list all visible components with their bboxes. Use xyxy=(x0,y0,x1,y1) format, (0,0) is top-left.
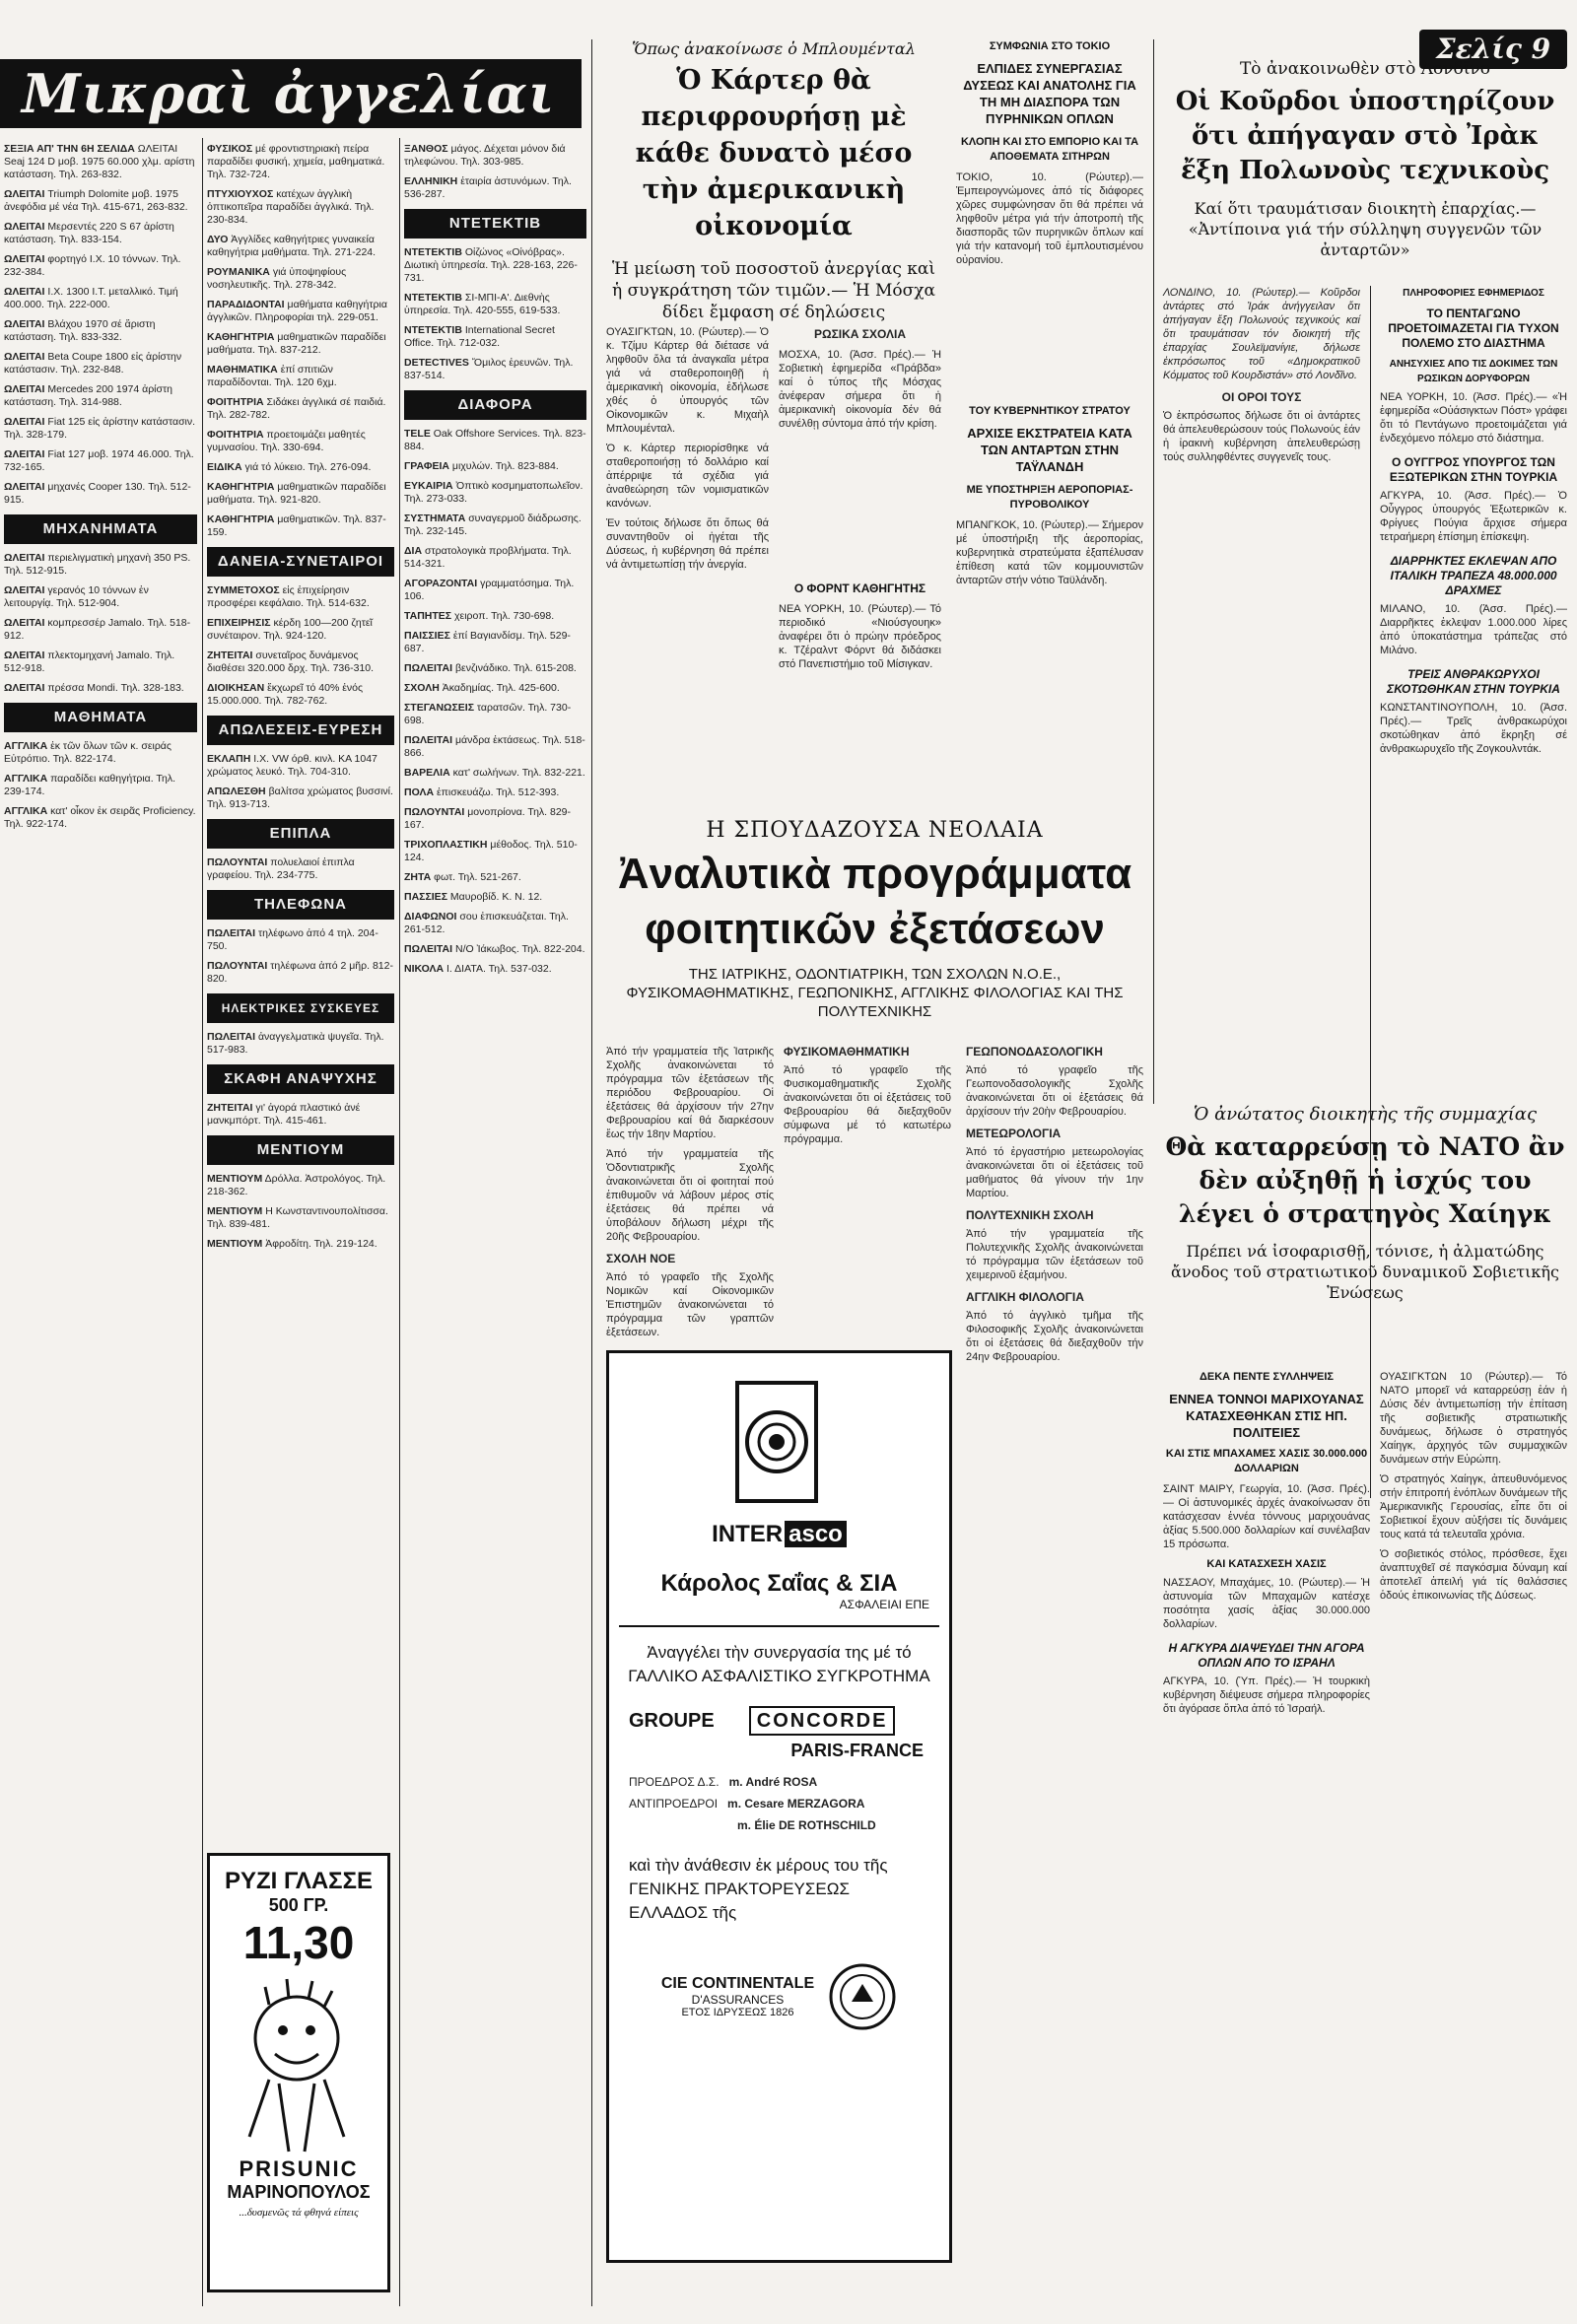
classified-ad: ΩΛΕΙΤΑΙ πρέσσα Mondi. Τηλ. 328-183. xyxy=(4,682,184,694)
carter-headline: Ὁ Κάρτερ θὰ περιφρουρήσῃ μὲ κάθε δυνατὸ μέσο τὴν ἀμερικανικὴ οἰκονομία xyxy=(635,65,913,241)
classified-ad: ΠΑΙΣΣΙΕΣ ἐπί Βαγιανδίσμ. Τηλ. 529-687. xyxy=(404,630,571,654)
classified-ad: ΩΛΕΙΤΑΙ Μερσεντές 220 S 67 ἀρίστη κατάσταση. Τηλ. 833-154. xyxy=(4,221,174,245)
classified-ad: ΠΤΥΧΙΟΥΧΟΣ κατέχων ἀγγλικὴ ὀπτικοπεῖρα παραδίδει ἀγγλικά. Τηλ. 230-834. xyxy=(207,188,375,226)
classified-ad: ΣΕΞΙΑ ΑΠ' ΤΗΝ 6Η ΣΕΛΙΔΑ ΩΛΕΙΤΑΙ Seaj 124 D μοβ. 1975 60.000 χλμ. αρίστη κατάσταση. Τηλ. 263-832. xyxy=(4,143,195,180)
thailand-article: ΤΟΥ ΚΥΒΕΡΝΗΤΙΚΟΥ ΣΤΡΑΤΟΥ ΑΡΧΙΣΕ ΕΚΣΤΡΑΤΕΙΑ ΚΑΤΑ ΤΩΝ ΑΝΤΑΡΤΩΝ ΣΤΗΝ ΤΑΫΛΑΝΔΗ ΜΕ ΥΠΟΣΤΗΡΙΞΗ ΑΕΡΟΠΟΡΙΑΣ-ΠΥΡΟΒΟΛΙΚΟΥ ΜΠΑΝΓΚΟΚ, 10. (Ρώυτερ).— Σήμερον μέ ὑποστήριξη τῆς ἀεροπορίας, κυβερνητικὰ στρατεύματα ἐξαπέλυσαν ἐπίθεση κατά τῶν κομμουνιστῶν ἀνταρτῶν στήν νότιο Ταϋλάνδη. xyxy=(956,405,1143,586)
classified-ad: ΤΑΠΗΤΕΣ χειροπ. Τηλ. 730-698. xyxy=(404,610,555,622)
section-banner-lost-found: ΑΠΩΛΕΣΕΙΣ-ΕΥΡΕΣΗ xyxy=(207,716,394,745)
classified-ad: ΝΤΕΤΕΚΤΙΒ International Secret Office. Τηλ. 712-032. xyxy=(404,324,555,349)
classified-ad: ΝΤΕΤΕΚΤΙΒ Οἰζώνος «Οἰνόβρας». Διωτικὴ ὑπηρεσία. Τηλ. 228-163, 226-731. xyxy=(404,246,578,284)
classified-ad: ΑΓΓΛΙΚΑ παραδίδει καθηγήτρια. Τηλ. 239-174. xyxy=(4,773,176,797)
page-number-label: Σελίς 9 xyxy=(1419,30,1567,69)
interasco-company-sub: ΑΣΦΑΛΕΙΑΙ ΕΠΕ xyxy=(839,1598,929,1611)
classified-ad: ΖΗΤΕΙΤΑΙ συνεταῖρος δυνάμενος διαθέσει 320.000 δρχ. Τηλ. 736-310. xyxy=(207,649,375,674)
classifieds-column-3 xyxy=(404,143,586,983)
section-banner-boats: ΣΚΑΦΗ ΑΝΑΨΥΧΗΣ xyxy=(207,1064,394,1094)
interasco-advertisement: INTER asco Κάρολος Σαΐας & ΣΙΑ ΑΣΦΑΛΕΙΑΙ ΕΠΕ Ἀναγγέλει τὴν συνεργασία της μέ τό ΓΑΛΛΙΚΟ ΑΣΦΑΛΙΣΤΙΚΟ ΣΥΓΚΡΟΤΗΜΑ GROUPE CONCORDE PARIS-FRANCE ΠΡΟΕΔΡΟΣ Δ.Σ. m. André ROSA ΑΝΤΙΠΡΟΕΔΡΟΙ m. Cesare MERZAGORA m. Élie DE ROTHSCHILD καὶ τὴν ἀνάθεσιν ἐκ μέρους του τῆς ΓΕΝΙΚΗΣ ΠΡΑΚΤΟΡΕΥΣΕΩΣ ΕΛΛΑΔΟΣ τῆς CIE CONTINENTALE D'ASSURANCES ΕΤΟΣ ΙΔΡΥΣΕΩΣ 1826 xyxy=(606,1350,952,2263)
rice-ad-brand: PRISUNIC xyxy=(239,2156,359,2181)
classifieds-masthead xyxy=(0,59,582,128)
carter-article xyxy=(606,39,941,323)
classified-ad: ΔΙΑΦΩΝΟΙ σου ἐπισκευάζεται. Τηλ. 261-512. xyxy=(404,911,569,935)
students-kicker: Η ΣΠΟΥΔΑΖΟΥΣΑ ΝΕΟΛΑΙΑ xyxy=(706,818,1044,843)
classified-ad: ΩΛΕΙΤΑΙ Mercedes 200 1974 ἀρίστη κατάσταση. Τηλ. 314-988. xyxy=(4,383,172,408)
classified-ad: ΔΙΑ στρατολογικὰ προβλήματα. Τηλ. 514-321. xyxy=(404,545,572,570)
kurds-headline: Οἱ Κοῦρδοι ὑποστηρίζουν ὅτι ἀπήγαγαν στὸ Ἰρὰκ ἔξη Πολωνοὺς τεχνικοὺς xyxy=(1175,87,1555,185)
rice-ad-tagline: ...δυσμενῶς τά φθηνά είπεις xyxy=(239,2207,359,2219)
classified-ad: ΕΠΙΧΕΙΡΗΣΙΣ κέρδη 100—200 ζητεῖ συνέταιρον. Τηλ. 924-120. xyxy=(207,617,373,642)
classified-ad: ΜΕΝΤΙΟΥΜ Η Κωνσταντινουπολίτισσα. Τηλ. 839-481. xyxy=(207,1205,388,1230)
tokyo-kicker: ΣΥΜΦΩΝΙΑ ΣΤΟ ΤΟΚΙΟ xyxy=(989,40,1111,52)
rice-advertisement xyxy=(207,1853,390,2292)
classified-ad: ΩΛΕΙΤΑΙ φορτηγό I.X. 10 τόννων. Τηλ. 232-384. xyxy=(4,253,181,278)
section-banner-lessons: ΜΑΘΗΜΑΤΑ xyxy=(4,703,197,732)
classified-ad: ΩΛΕΙΤΑΙ πλεκτομηχανή Jamalo. Τηλ. 512-918. xyxy=(4,649,175,674)
classified-ad: ΠΩΛΟΥΝΤΑΙ πολυελαιοί ἐπιπλα γραφείου. Τηλ. 234-775. xyxy=(207,856,355,881)
classified-ad: ΩΛΕΙΤΑΙ Ι.Χ. 1300 Ι.Τ. μεταλλικό. Τιμή 400.000. Τηλ. 222-000. xyxy=(4,286,178,310)
kurds-article xyxy=(1163,59,1567,260)
classified-ad: ΦΟΙΤΗΤΡΙΑ Σιδάκει ἀγγλικά σέ παιδιά. Τηλ. 282-782. xyxy=(207,396,386,421)
students-article xyxy=(606,818,1143,1021)
kurds-subhead: Καί ὅτι τραυμάτισαν διοικητὴ ἐπαρχίας.— «Ἀντίποινα γιά τήν σύλληψη συγγενῶν τῶν ἀνταρτῶν» xyxy=(1188,199,1543,259)
classified-ad: ΡΟΥΜΑΝΙΚΑ γιά ὑποψηφίους νοσηλευτικῆς. Τηλ. 278-342. xyxy=(207,266,347,291)
students-body-1: Ἀπό τήν γραμματεία τῆς Ἰατρικῆς Σχολῆς ἀνακοινώνεται τό πρόγραμμα τῶν ἐξετάσεων τῆς περιόδου Φεβρουαρίου. Οἱ ἐξετάσεις θά ἀρχίσουν τήν 27ην Φεβρουαρίου καί θά διαρκέσουν ἕως τήν 18ην Μαρτίου. Ἀπό τήν γραμματεία τῆς Ὀδοντιατρικῆς Σχολῆς ἀνακοινώνεται ὅτι οἱ φοιτηταί πού ἐπιθυμοῦν νά λάβουν μέρος στίς ἐξετάσεις θά πρέπει νά ὑποβάλουν δήλωση μέχρι τῆς 20ῆς Φεβρουαρίου. ΣΧΟΛΗ ΝΟΕ Ἀπό τό γραφεῖο τῆς Σχολῆς Νομικῶν καί Οἰκονομικῶν Ἐπιστημῶν ἀνακοινώνεται τό πρόγραμμα τῶν γραπτῶν ἐξετάσεων. xyxy=(606,1046,774,1338)
section-banner-furniture: ΕΠΙΠΛΑ xyxy=(207,819,394,849)
classified-ad: ΕΛΛΗΝΙΚΗ ἑταιρία ἀστυνόμων. Τηλ. 536-287. xyxy=(404,175,572,200)
classified-ad: ΣΥΜΜΕΤΟΧΟΣ εἰς ἐπιχείρησιν προσφέρει κεφάλαιο. Τηλ. 514-632. xyxy=(207,584,370,609)
classified-ad: ΠΟΛΑ ἐπισκευάζω. Τηλ. 512-393. xyxy=(404,786,560,798)
classified-ad: ΩΛΕΙΤΑΙ Fiat 125 εἰς ἀρίστην κατάστασιν. Τηλ. 328-179. xyxy=(4,416,196,441)
classified-ad: ΒΑΡΕΛΙΑ κατ' σωλήνων. Τηλ. 832-221. xyxy=(404,767,585,779)
section-banner-medium: ΜΕΝΤΙΟΥΜ xyxy=(207,1135,394,1165)
classified-ad: ΩΛΕΙΤΑΙ μηχανές Cooper 130. Τηλ. 512-915. xyxy=(4,481,191,506)
continentale-seal-icon xyxy=(828,1962,897,2031)
students-headline: Ἀναλυτικὰ προγράμματα φοιτητικῶν ἐξετάσεων xyxy=(617,850,1132,953)
classified-ad: ΜΕΝΤΙΟΥΜ Δρόλλα. Ἀστρολόγος. Τηλ. 218-362. xyxy=(207,1173,386,1197)
section-banner-misc: ΔΙΑΦΟΡΑ xyxy=(404,390,586,420)
carter-body-2: ΡΩΣΙΚΑ ΣΧΟΛΙΑ ΜΟΣΧΑ, 10. (Ἀσσ. Πρές).— Ἡ Σοβιετικὴ ἐφημερίδα «Πράβδα» καί ὁ τύπος τῆς Μόσχας ἀνέφεραν σήμερα ὅτι ἡ ἀμερικανικὴ οἰκονομία δέν θά συνέλθῃ σύντομα ἀπό τήν κρίση. xyxy=(779,327,941,430)
kurds-kicker: Τὸ ἀνακοινωθὲν στὸ Λονδῖνο xyxy=(1239,59,1491,79)
nato-subhead: Πρέπει νά ἰσοφαρισθῇ, τόνισε, ἡ ἀλματώδης ἄνοδος τοῦ στρατιωτικοῦ δυναμικοῦ Σοβιετικῆς Ἑνώσεως xyxy=(1171,1242,1559,1302)
classified-ad: ΠΑΣΣΙΕΣ Μαυροβίδ. Κ. Ν. 12. xyxy=(404,891,543,903)
classified-ad: ΩΛΕΙΤΑΙ Fiat 127 μοβ. 1974 46.000. Τηλ. 732-165. xyxy=(4,448,194,473)
classified-ad: ΖΗΤΕΙΤΑΙ γι' ἀγορά πλαστικό ἀνέ μανκμπόρτ. Τηλ. 415-461. xyxy=(207,1102,361,1127)
classified-ad: ΠΩΛΕΙΤΑΙ μάνδρα ἐκτάσεως. Τηλ. 518-866. xyxy=(404,734,585,759)
classified-ad: ΠΩΛΕΙΤΑΙ Ν/Ο Ἰάκωβος. Τηλ. 822-204. xyxy=(404,943,585,955)
classifieds-column-2 xyxy=(207,143,394,1258)
classified-ad: ΠΩΛΕΙΤΑΙ βενζινάδικο. Τηλ. 615-208. xyxy=(404,662,577,674)
students-body-2: ΦΥΣΙΚΟΜΑΘΗΜΑΤΙΚΗ Ἀπό τό γραφεῖο τῆς Φυσικομαθηματικῆς Σχολῆς ἀνακοινώνεται ὅτι οἱ ἐξετάσεις τοῦ Φεβρουαρίου θά διεξαχθοῦν σύμφωνα μέ τό κατωτέρω πρόγραμμα. xyxy=(784,1045,951,1145)
side-news: ΠΛΗΡΟΦΟΡΙΕΣ ΕΦΗΜΕΡΙΔΟΣ ΤΟ ΠΕΝΤΑΓΩΝΟ ΠΡΟΕΤΟΙΜΑΖΕΤΑΙ ΓΙΑ ΤΥΧΟΝ ΠΟΛΕΜΟ ΣΤΟ ΔΙΑΣΤΗΜΑ ΑΝΗΣΥΧΙΕΣ ΑΠΟ ΤΙΣ ΔΟΚΙΜΕΣ ΤΩΝ ΡΩΣΙΚΩΝ ΔΟΡΥΦΟΡΩΝ ΝΕΑ ΥΟΡΚΗ, 10. (Ἀσσ. Πρές).— «Ἡ ἐφημερίδα «Οὐάσιγκτων Πόστ» γράφει ὅτι τό Πεντάγωνο προετοιμάζεται γιά ἐνδεχόμενο πόλεμο στό διάστημα. Ο ΟΥΓΓΡΟΣ ΥΠΟΥΡΓΟΣ ΤΩΝ ΕΞΩΤΕΡΙΚΩΝ ΣΤΗΝ ΤΟΥΡΚΙΑ ΑΓΚΥΡΑ, 10. (Ἀσσ. Πρές).— Ὁ Οὖγγρος ὑπουργός Ἐξωτερικῶν κ. Φρίγυες Πούγια ἄρχισε σήμερα τετραήμερη ἐπίσημη ἐπίσκεψη. ΔΙΑΡΡΗΚΤΕΣ ΕΚΛΕΨΑΝ ΑΠΟ ΙΤΑΛΙΚΗ ΤΡΑΠΕΖΑ 48.000.000 ΔΡΑΧΜΕΣ ΜΙΛΑΝΟ, 10. (Ἀσσ. Πρές).— Διαρρῆκτες ἐκλεψαν 1.000.000 λίρες ἀπό ὑποκατάστημα τράπεζας στό Μιλάνο. ΤΡΕΙΣ ΑΝΘΡΑΚΩΡΥΧΟΙ ΣΚΟΤΩΘΗΚΑΝ ΣΤΗΝ ΤΟΥΡΚΙΑ ΚΩΝΣΤΑΝΤΙΝΟΥΠΟΛΗ, 10. (Ἀσσ. Πρές).— Τρεῖς ἀνθρακωρύχοι σκοτώθηκαν ἀπό ἔκρηξη σέ ἀνθρακωρυχεῖο τῆς Ζογκουλντάκ. xyxy=(1380,288,1567,755)
classified-ad: ΠΩΛΟΥΝΤΑΙ μονοπρίονα. Τηλ. 829-167. xyxy=(404,806,572,831)
tokyo-subhead: ΚΛΟΠΗ ΚΑΙ ΣΤΟ ΕΜΠΟΡΙΟ ΚΑΙ ΤΑ ΑΠΟΘΕΜΑΤΑ ΣΙΤΗΡΩΝ xyxy=(960,136,1139,163)
classified-ad: ΩΛΕΙΤΑΙ γερανός 10 τόννων ἐν λειτουργίᾳ. Τηλ. 512-904. xyxy=(4,584,149,609)
classified-ad: ΚΑΘΗΓΗΤΡΙΑ μαθηματικῶν. Τηλ. 837-159. xyxy=(207,513,386,538)
section-banner-phones: ΤΗΛΕΦΩΝΑ xyxy=(207,890,394,920)
interasco-announce: Ἀναγγέλει τὴν συνεργασία της μέ τό ΓΑΛΛΙΚΟ ΑΣΦΑΛΙΣΤΙΚΟ ΣΥΓΚΡΟΤΗΜΑ xyxy=(628,1643,930,1685)
classified-ad: ΩΛΕΙΤΑΙ περιελιγματικὴ μηχανὴ 350 PS. Τηλ. 512-915. xyxy=(4,552,191,577)
classified-ad: ΠΑΡΑΔΙΔΟΝΤΑΙ μαθήματα καθηγήτρια ἀγγλικῶν. Πληροφορίαι τηλ. 229-051. xyxy=(207,299,387,323)
interasco-logo-text: INTER asco xyxy=(609,1521,949,1548)
classified-ad: ΦΥΣΙΚΟΣ μέ φροντιστηριακὴ πείρα παραδίδει φυσική, χημεία, μαθηματικά. Τηλ. 732-724. xyxy=(207,143,385,180)
classified-ad: ΠΩΛΟΥΝΤΑΙ τηλέφωνα ἀπό 2 μῆρ. 812-820. xyxy=(207,960,393,985)
classified-ad: ΖΗΤΑ φωτ. Τηλ. 521-267. xyxy=(404,871,521,883)
classified-ad: ΠΩΛΕΙΤΑΙ ἀναγγελματικὰ ψυγεῖα. Τηλ. 517-983. xyxy=(207,1031,384,1056)
classified-ad: DETECTIVES Ὅμιλος ἐρευνῶν. Τηλ. 837-514. xyxy=(404,357,574,381)
classified-ad: ΩΛΕΙΤΑΙ Βλάχου 1970 σέ ἄριστη κατάσταση. Τηλ. 833-332. xyxy=(4,318,156,343)
classified-ad: ΓΡΑΦΕΙΑ μιχυλών. Τηλ. 823-884. xyxy=(404,460,559,472)
tokyo-article: ΣΥΜΦΩΝΙΑ ΣΤΟ ΤΟΚΙΟ ΕΛΠΙΔΕΣ ΣΥΝΕΡΓΑΣΙΑΣ ΔΥΣΕΩΣ ΚΑΙ ΑΝΑΤΟΛΗΣ ΓΙΑ ΤΗ ΜΗ ΔΙΑΣΠΟΡΑ ΤΩΝ ΠΥΡΗΝΙΚΩΝ ΟΠΛΩΝ ΚΛΟΠΗ ΚΑΙ ΣΤΟ ΕΜΠΟΡΙΟ ΚΑΙ ΤΑ ΑΠΟΘΕΜΑΤΑ ΣΙΤΗΡΩΝ ΤΟΚΙΟ, 10. (Ρώυτερ).— Ἐμπειρογνώμονες ἀπό τίς διάφορες χῶρες συμφώνησαν ὅτι θά πρέπει νά ληφθοῦν μέτρα γιά τήν ἀποτροπὴ τῆς διασπορᾶς τῶν πυρηνικῶν ὅπλων καί γιά τήν κατανομή τοῦ ἐμπλουτισμένου οὐρανίου. xyxy=(956,40,1143,266)
classified-ad: ΑΓΓΛΙΚΑ κατ' οἶκον ἐκ σειρᾶς Proficiency. Τηλ. 922-174. xyxy=(4,805,196,830)
classified-ad: ΣΤΕΓΑΝΩΣΕΙΣ ταρατσῶν. Τηλ. 730-698. xyxy=(404,702,572,726)
classified-ad: ΑΓΓΛΙΚΑ ἐκ τῶν ὅλων τῶν κ. σειράς Εὐτρόπιο. Τηλ. 822-174. xyxy=(4,740,171,765)
carter-subhead: Ἡ μείωση τοῦ ποσοστοῦ ἀνεργίας καὶ ἡ συγκράτηση τῶν τιμῶν.— Ἡ Μόσχα δίδει ἔμφαση σέ δηλώσεις xyxy=(611,259,936,322)
classified-ad: ΕΙΔΙΚΑ γιά τό λύκειο. Τηλ. 276-094. xyxy=(207,461,372,473)
section-banner-detective: ΝΤΕΤΕΚΤΙΒ xyxy=(404,209,586,239)
drugs-article: ΔΕΚΑ ΠΕΝΤΕ ΣΥΛΛΗΨΕΙΣ ΕΝΝΕΑ ΤΟΝΝΟΙ ΜΑΡΙΧΟΥΑΝΑΣ ΚΑΤΑΣΧΕΘΗΚΑΝ ΣΤΙΣ ΗΠ. ΠΟΛΙΤΕΙΕΣ ΚΑΙ ΣΤΙΣ ΜΠΑΧΑΜΕΣ ΧΑΣΙΣ 30.000.000 ΔΟΛΛΑΡΙΩΝ ΣΑΙΝΤ ΜΑΙΡΥ, Γεωργία, 10. (Ἀσσ. Πρές).— Οἱ ἀστυνομικές ἀρχές ἀνακοίνωσαν ὅτι κατάσχεσαν ἐννέα τόννους μαριχουάνας ἀξίας 5.500.000 δολλαρίων καί συνέλαβαν 15 πρόσωπα. ΚΑΙ ΚΑΤΑΣΧΕΣΗ ΧΑΣΙΣ ΝΑΣΣΑΟΥ, Μπαχάμες, 10. (Ρώυτερ).— Ἡ ἀστυνομία τῶν Μπαχαμῶν κατέσχε ποσότητα χασίς ἀξίας 30.000.000 δολλαρίων. Η ΑΓΚΥΡΑ ΔΙΑΨΕΥΔΕΙ ΤΗΝ ΑΓΟΡΑ ΟΠΛΩΝ ΑΠΟ ΤΟ ΙΣΡΑΗΛ ΑΓΚΥΡΑ, 10. (Ὑπ. Πρές).— Ἡ τουρκικὴ κυβέρνηση διέψευσε σήμερα πληροφορίες ὅτι ἀγόρασε ὅπλα ἀπό τό Ἰσραήλ. xyxy=(1163,1371,1370,1715)
rice-ad-brand-greek: ΜΑΡΙΝΟΠΟΥΛΟΣ xyxy=(227,2182,371,2202)
section-banner-machinery: ΜΗΧΑΝΗΜΑΤΑ xyxy=(4,514,197,544)
interasco-company: Κάρολος Σαΐας & ΣΙΑ xyxy=(660,1570,898,1597)
classified-ad: ΔΥΟ Ἀγγλίδες καθηγήτριες γυναικεία καθηγήτρια μαθήματα. Τηλ. 271-224. xyxy=(207,234,377,258)
classified-ad: TELE Oak Offshore Services. Τηλ. 823-884. xyxy=(404,428,586,452)
classified-ad: ΣΧΟΛΗ Ἀκαδημίας. Τηλ. 425-600. xyxy=(404,682,560,694)
nato-article xyxy=(1163,1104,1567,1303)
classified-ad: ΜΕΝΤΙΟΥΜ Ἀφροδίτη. Τηλ. 219-124. xyxy=(207,1238,377,1250)
rice-ad-price: 11,30 xyxy=(242,1917,355,1968)
classified-ad: ΩΛΕΙΤΑΙ Beta Coupe 1800 εἰς ἀρίστην κατάστασιν. Τηλ. 232-848. xyxy=(4,351,182,376)
classified-ad: ΚΑΘΗΓΗΤΡΙΑ μαθηματικῶν παραδίδει μαθήματα. Τηλ. 921-820. xyxy=(207,481,386,506)
classified-ad: ΕΚΛΑΠΗ I.X. VW όρθ. κινλ. ΚΑ 1047 χρώματος λευκό. Τηλ. 704-310. xyxy=(207,753,377,778)
nato-headline: Θὰ καταρρεύσῃ τὸ ΝΑΤΟ ἂν δὲν αὐξηθῇ ἡ ἰσχύς του λέγει ὁ στρατηγὸς Χαίηγκ xyxy=(1165,1132,1565,1228)
classified-ad: ΩΛΕΙΤΑΙ κομπρεσσέρ Jamalo. Τηλ. 518-912. xyxy=(4,617,191,642)
classified-ad: ΣΥΣΤΗΜΑΤΑ συναγερμοῦ διάδρωσης. Τηλ. 232-145. xyxy=(404,513,582,537)
nato-body: ΟΥΑΣΙΓΚΤΩΝ 10 (Ρώυτερ).— Τό ΝΑΤΟ μπορεῖ νά καταρρεύσῃ ἐάν ἡ Δύσις δέν ἀντιμετωπίσῃ τήν ἐπίταση τῆς σοβιετικῆς στρατιωτικῆς δυνάμεως, δήλωσε ὁ στρατηγός Χαίηγκ, ἀρχηγός τῶν συμμαχικῶν δυνάμεων στήν Εὐρώπη. Ὁ στρατηγός Χαίηγκ, ἀπευθυνόμενος στήν ἐπιτροπή ἐνόπλων δυνάμεων τῆς Ἀμερικανικῆς Γερουσίας, εἶπε ὅτι οἱ Σοβιετικοί ἔχουν αὐξήσει τίς δυνάμεις τους κατά τά τελευταῖα χρόνια. Ὁ σοβιετικός στόλος, πρόσθεσε, ἔχει ἀναπτυχθεῖ σέ παγκόσμια δύναμη καί ἀποτελεῖ ἀπειλή γιά τίς θαλάσσιες ὁδούς ἐπικοινωνίας τῆς Δύσεως. xyxy=(1380,1371,1567,1602)
classified-ad: ΠΩΛΕΙΤΑΙ τηλέφωνο ἀπό 4 τηλ. 204-750. xyxy=(207,927,378,952)
classified-ad: ΝΙΚΟΛΑ Ι. ΔΙΑΤΑ. Τηλ. 537-032. xyxy=(404,963,552,975)
classifieds-title: Μικραὶ ἀγγελίαι xyxy=(22,62,556,125)
section-banner-loans: ΔΑΝΕΙΑ-ΣΥΝΕΤΑΙΡΟΙ xyxy=(207,547,394,577)
classified-ad: ΔΙΟΙΚΗΣΑΝ ἔκχωρεῖ τό 40% ἐνός 15.000.000. Τηλ. 782-762. xyxy=(207,682,364,707)
classified-ad: ΦΟΙΤΗΤΡΙΑ προετοιμάζει μαθητές γυμνασίου. Τηλ. 330-694. xyxy=(207,429,366,453)
kurds-body: ΛΟΝΔΙΝΟ, 10. (Ρώυτερ).— Κοῦρδοι ἀντάρτες στό Ἰράκ ἀνήγγειλαν ὅτι ἀπήγαγαν ἔξη Πολωνούς τεχνικούς καί ὅτι τραυμάτισαν τόν διοικητή τῆς ἐπαρχίας Σουλεϊμανίγιε, δήλωσε ἐκπρόσωπος τοῦ «Δημοκρατικοῦ Κόμματος τοῦ Κουρδιστάν» στό Λονδῖνο. ΟΙ ΟΡΟΙ ΤΟΥΣ Ὁ ἐκπρόσωπος δήλωσε ὅτι οἱ ἀντάρτες θά ἀπελευθερώσουν τούς Πολωνούς ἐάν ἡ ἰρακινὴ κυβέρνηση ἀπελευθερώσῃ τούς συλληφθέντες συγγενεῖς τους. xyxy=(1163,287,1360,463)
classified-ad: ΝΤΕΤΕΚΤΙΒ ΣΙ-ΜΠΙ-Α'. Διεθνὴς ὑπηρεσία. Τηλ. 420-555, 619-533. xyxy=(404,292,561,316)
students-body-3: ΓΕΩΠΟΝΟΔΑΣΟΛΟΓΙΚΗ Ἀπό τό γραφεῖο τῆς Γεωπονοδασολογικῆς Σχολῆς ἀνακοινώνεται ὅτι οἱ ἐξετάσεις θά ἀρχίσουν τήν 20ὴν Φεβρουαρίου. ΜΕΤΕΩΡΟΛΟΓΙΑ Ἀπό τό ἐργαστήριο μετεωρολογίας ἀνακοινώνεται ὅτι οἱ ἐξετάσεις τοῦ μαθήματος θά γίνουν τήν 1ην Μαρτίου. ΠΟΛΥΤΕΧΝΙΚΗ ΣΧΟΛΗ Ἀπό τήν γραμματεία τῆς Πολυτεχνικῆς Σχολῆς ἀνακοινώνεται τό πρόγραμμα τῶν ἐξετάσεων τοῦ χειμερινοῦ ἑξαμήνου. ΑΓΓΛΙΚΗ ΦΙΛΟΛΟΓΙΑ Ἀπό τό ἀγγλικὸ τμῆμα τῆς Φιλοσοφικῆς Σχολῆς ἀνακοινώνεται ὅτι οἱ ἐξετάσεις θά διεξαχθοῦν τήν 24ην Φεβρουαρίου. xyxy=(966,1045,1143,1363)
mascot-illustration xyxy=(210,1969,383,2156)
classified-ad: ΑΠΩΛΕΣΘΗ βαλίτσα χρώματος βυσσινί. Τηλ. 913-713. xyxy=(207,786,393,810)
classified-ad: ΑΓΟΡΑΖΟΝΤΑΙ γραμματόσημα. Τηλ. 106. xyxy=(404,578,575,602)
rice-ad-title: ΡΥΖΙ ΓΛΑΣΣΕ xyxy=(225,1868,373,1894)
tokyo-headline: ΕΛΠΙΔΕΣ ΣΥΝΕΡΓΑΣΙΑΣ ΔΥΣΕΩΣ ΚΑΙ ΑΝΑΤΟΛΗΣ ΓΙΑ ΤΗ ΜΗ ΔΙΑΣΠΟΡΑ ΤΩΝ ΠΥΡΗΝΙΚΩΝ ΟΠΛΩΝ xyxy=(963,61,1136,126)
classified-ad: ΞΑΝΘΟΣ μάγος. Δέχεται μόνον διά τηλεφώνου. Τηλ. 303-985. xyxy=(404,143,566,168)
ford-article: Ο ΦΟΡΝΤ ΚΑΘΗΓΗΤΗΣ ΝΕΑ ΥΟΡΚΗ, 10. (Ρώυτερ).— Τό περιοδικό «Νιούσγουηκ» ἀναφέρει ὅτι ὁ πρώην πρόεδρος κ. Τζέραλντ Φόρντ θά διδάσκει στό Πανεπιστήμιο τοῦ Μίσιγκαν. xyxy=(779,581,941,670)
classified-ad: ΚΑΘΗΓΗΤΡΙΑ μαθηματικῶν παραδίδει μαθήματα. Τηλ. 837-212. xyxy=(207,331,386,356)
rice-ad-weight: 500 ΓΡ. xyxy=(268,1895,329,1915)
students-subhead: ΤΗΣ ΙΑΤΡΙΚΗΣ, ΟΔΟΝΤΙΑΤΡΙΚΗ, ΤΩΝ ΣΧΟΛΩΝ Ν.Ο.Ε., ΦΥΣΙΚΟΜΑΘΗΜΑΤΙΚΗΣ, ΓΕΩΠΟΝΙΚΗΣ, ΑΓΓΛΙΚΗΣ ΦΙΛΟΛΟΓΙΑΣ ΚΑΙ ΤΗΣ ΠΟΛΥΤΕΧΝΙΚΗΣ xyxy=(626,966,1124,1020)
classifieds-column-1 xyxy=(4,143,197,838)
carter-kicker: Ὅπως ἀνακοίνωσε ὁ Μπλουμένταλ xyxy=(632,39,916,58)
classified-ad: ΜΑΘΗΜΑΤΙΚΑ ἐπί σπιτιῶν παραδίδονται. Τηλ. 120 6χμ. xyxy=(207,364,337,388)
classified-ad: ΩΛΕΙΤΑΙ Triumph Dolomite μοβ. 1975 ἀνεφόδια μέ νέα Τηλ. 415-671, 263-832. xyxy=(4,188,188,213)
classified-ad: ΤΡΙΧΟΠΛΑΣΤΙΚΗ μέθοδος. Τηλ. 510-124. xyxy=(404,839,578,863)
section-banner-appliances: ΗΛΕΚΤΡΙΚΕΣ ΣΥΣΚΕΥΕΣ xyxy=(207,993,394,1023)
classified-ad: ΕΥΚΑΙΡΙΑ Ὀπτικὸ κοσμηματοπωλεῖον. Τηλ. 273-033. xyxy=(404,480,583,505)
carter-body: ΟΥΑΣΙΓΚΤΩΝ, 10. (Ρώυτερ).— Ὁ κ. Τζίμυ Κάρτερ θά διέτασε νά ληφθοῦν ὅλα τά ἀναγκαῖα μέτρα γιά νά σταθεροποιηθῇ ἡ ἀμερικανικὴ οἰκονομία, ἐδήλωσε χθές ὁ ὑπουργός τῶν Οἰκονομικῶν κ. Μιχαὴλ Μπλουμένταλ. Ὁ κ. Κάρτερ περιορίσθηκε νά σταθεροποιήσῃ τό δολλάριο καί ἀπέρριψε τά σχέδια γιά ἀναθεώρηση τῶν νομισματικῶν κανόνων. Ἐν τούτοις δήλωσε ὅτι ὅπως θά συναντηθοῦν οἱ ἡγέται τῆς Δύσεως, ἡ κυβέρνηση θά πρέπει νά ἀντιμετωπίσῃ τήν ἀνεργία. xyxy=(606,326,769,571)
nato-kicker: Ὁ ἀνώτατος διοικητὴς τῆς συμμαχίας xyxy=(1193,1104,1538,1125)
